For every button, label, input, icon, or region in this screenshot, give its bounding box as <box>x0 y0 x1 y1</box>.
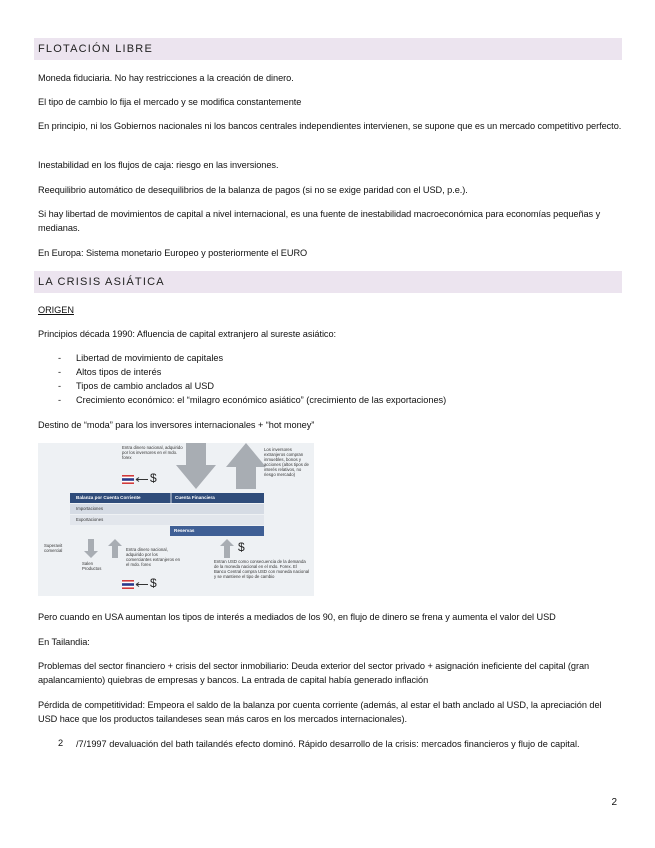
paragraph: Si hay libertad de movimientos de capital a nivel internacional, es una fuente de inestabilidad macroeconómica para economías pequeñas y medianas. <box>38 209 601 233</box>
list-number: 2 <box>58 738 64 748</box>
header-right-label: Cuenta Financiera <box>175 495 215 500</box>
small-up-arrow-icon <box>108 539 122 558</box>
flag-icon <box>122 580 134 589</box>
bullet-item: Tipos de cambio anclados al USD <box>76 381 215 391</box>
paragraph: Pero cuando en USA aumentan los tipos de interés a mediados de los 90, en flujo de dinero se frena y aumenta el valor del USD <box>38 612 556 622</box>
balance-of-payments-diagram <box>38 443 314 596</box>
bullet-marker: - <box>58 381 62 391</box>
paragraph: En Europa: Sistema monetario Europeo y posteriormente el EURO <box>38 248 308 258</box>
small-down-arrow-icon <box>84 539 98 558</box>
up-arrow-icon <box>226 443 266 489</box>
paragraph: Pérdida de competitividad: Empeora el saldo de la balanza por cuenta corriente (además, al estar el bath anclado al USD, la apreciación del USD hace que los productos tailandeses sean más caros en los mercados internacionales). <box>38 700 602 724</box>
section-heading-crisis: LA CRISIS ASIÁTICA <box>34 271 622 293</box>
diagram-text: Salen Productos <box>82 561 102 571</box>
diagram-text: Entran USD como consecuencia de la demanda de la moneda nacional en el mdo. Forex. El Banco Central compra USD con moneda nacional y se mantiene el tipo de cambio <box>214 559 310 579</box>
paragraph: En principio, ni los Gobiernos nacionales ni los bancos centrales independientes intervienen, se supone que es un mercado competitivo perfecto. <box>38 121 622 131</box>
header-left-label: Balanza por Cuenta Corriente <box>76 495 141 500</box>
page-number: 2 <box>611 797 617 808</box>
paragraph: Problemas del sector financiero + crisis del sector inmobiliario: Deuda exterior del sector privado + asignación ineficiente del capital (gran apalancamiento) quiebras de empresas y bancos. La entrada de capital había generado inflación <box>38 661 590 685</box>
diagram-text: Superavit comercial <box>44 543 63 553</box>
bullet-item: Altos tipos de interés <box>76 367 162 377</box>
bullet-marker: - <box>58 367 62 377</box>
bullet-marker: - <box>58 395 62 405</box>
row-label: Exportaciones <box>76 517 104 522</box>
paragraph: Principios década 1990: Afluencia de capital extranjero al sureste asiático: <box>38 329 337 339</box>
dollar-icon: $ <box>150 576 157 590</box>
small-up-arrow-icon <box>220 539 234 558</box>
diagram-text: Los inversores extranjeros compran inmuebles, bonos y acciones (altos tipos de interés relativos, no riesgo mercado) <box>264 447 309 477</box>
paragraph: En Tailandia: <box>38 637 90 647</box>
dollar-icon: $ <box>150 471 157 485</box>
numbered-item: /7/1997 devaluación del bath tailandés efecto dominó. Rápido desarrollo de la crisis: mercados financieros y flujo de capital. <box>76 739 580 749</box>
subheading-origen: ORIGEN <box>38 305 74 315</box>
paragraph: Reequilibrio automático de desequilibrios de la balanza de pagos (si no se exige paridad con el USD, p.e.). <box>38 185 468 195</box>
dollar-icon: $ <box>238 540 245 554</box>
reservas-label: Reservas <box>174 528 195 533</box>
bullet-item: Crecimiento económico: el “milagro económico asiático” (crecimiento de las exportaciones) <box>76 395 447 405</box>
row-label: Importaciones <box>76 506 103 511</box>
section-heading-flotacion: FLOTACIÓN LIBRE <box>34 38 622 60</box>
flag-icon <box>122 475 134 484</box>
diagram-text: Entra dinero nacional, adquirido por los comerciantes extranjeros en el mdo. forex <box>126 547 180 567</box>
bullet-item: Libertad de movimiento de capitales <box>76 353 224 363</box>
diagram-text: Entra dinero nacional, adquirido por los inversores en el mdo. forex <box>122 445 183 460</box>
paragraph: Moneda fiduciaria. No hay restricciones a la creación de dinero. <box>38 73 294 83</box>
paragraph: Inestabilidad en los flujos de caja: riesgo en las inversiones. <box>38 160 279 170</box>
bullet-marker: - <box>58 353 62 363</box>
paragraph: El tipo de cambio lo fija el mercado y se modifica constantemente <box>38 97 302 107</box>
paragraph: Destino de “moda” para los inversores internacionales + “hot money” <box>38 420 315 430</box>
